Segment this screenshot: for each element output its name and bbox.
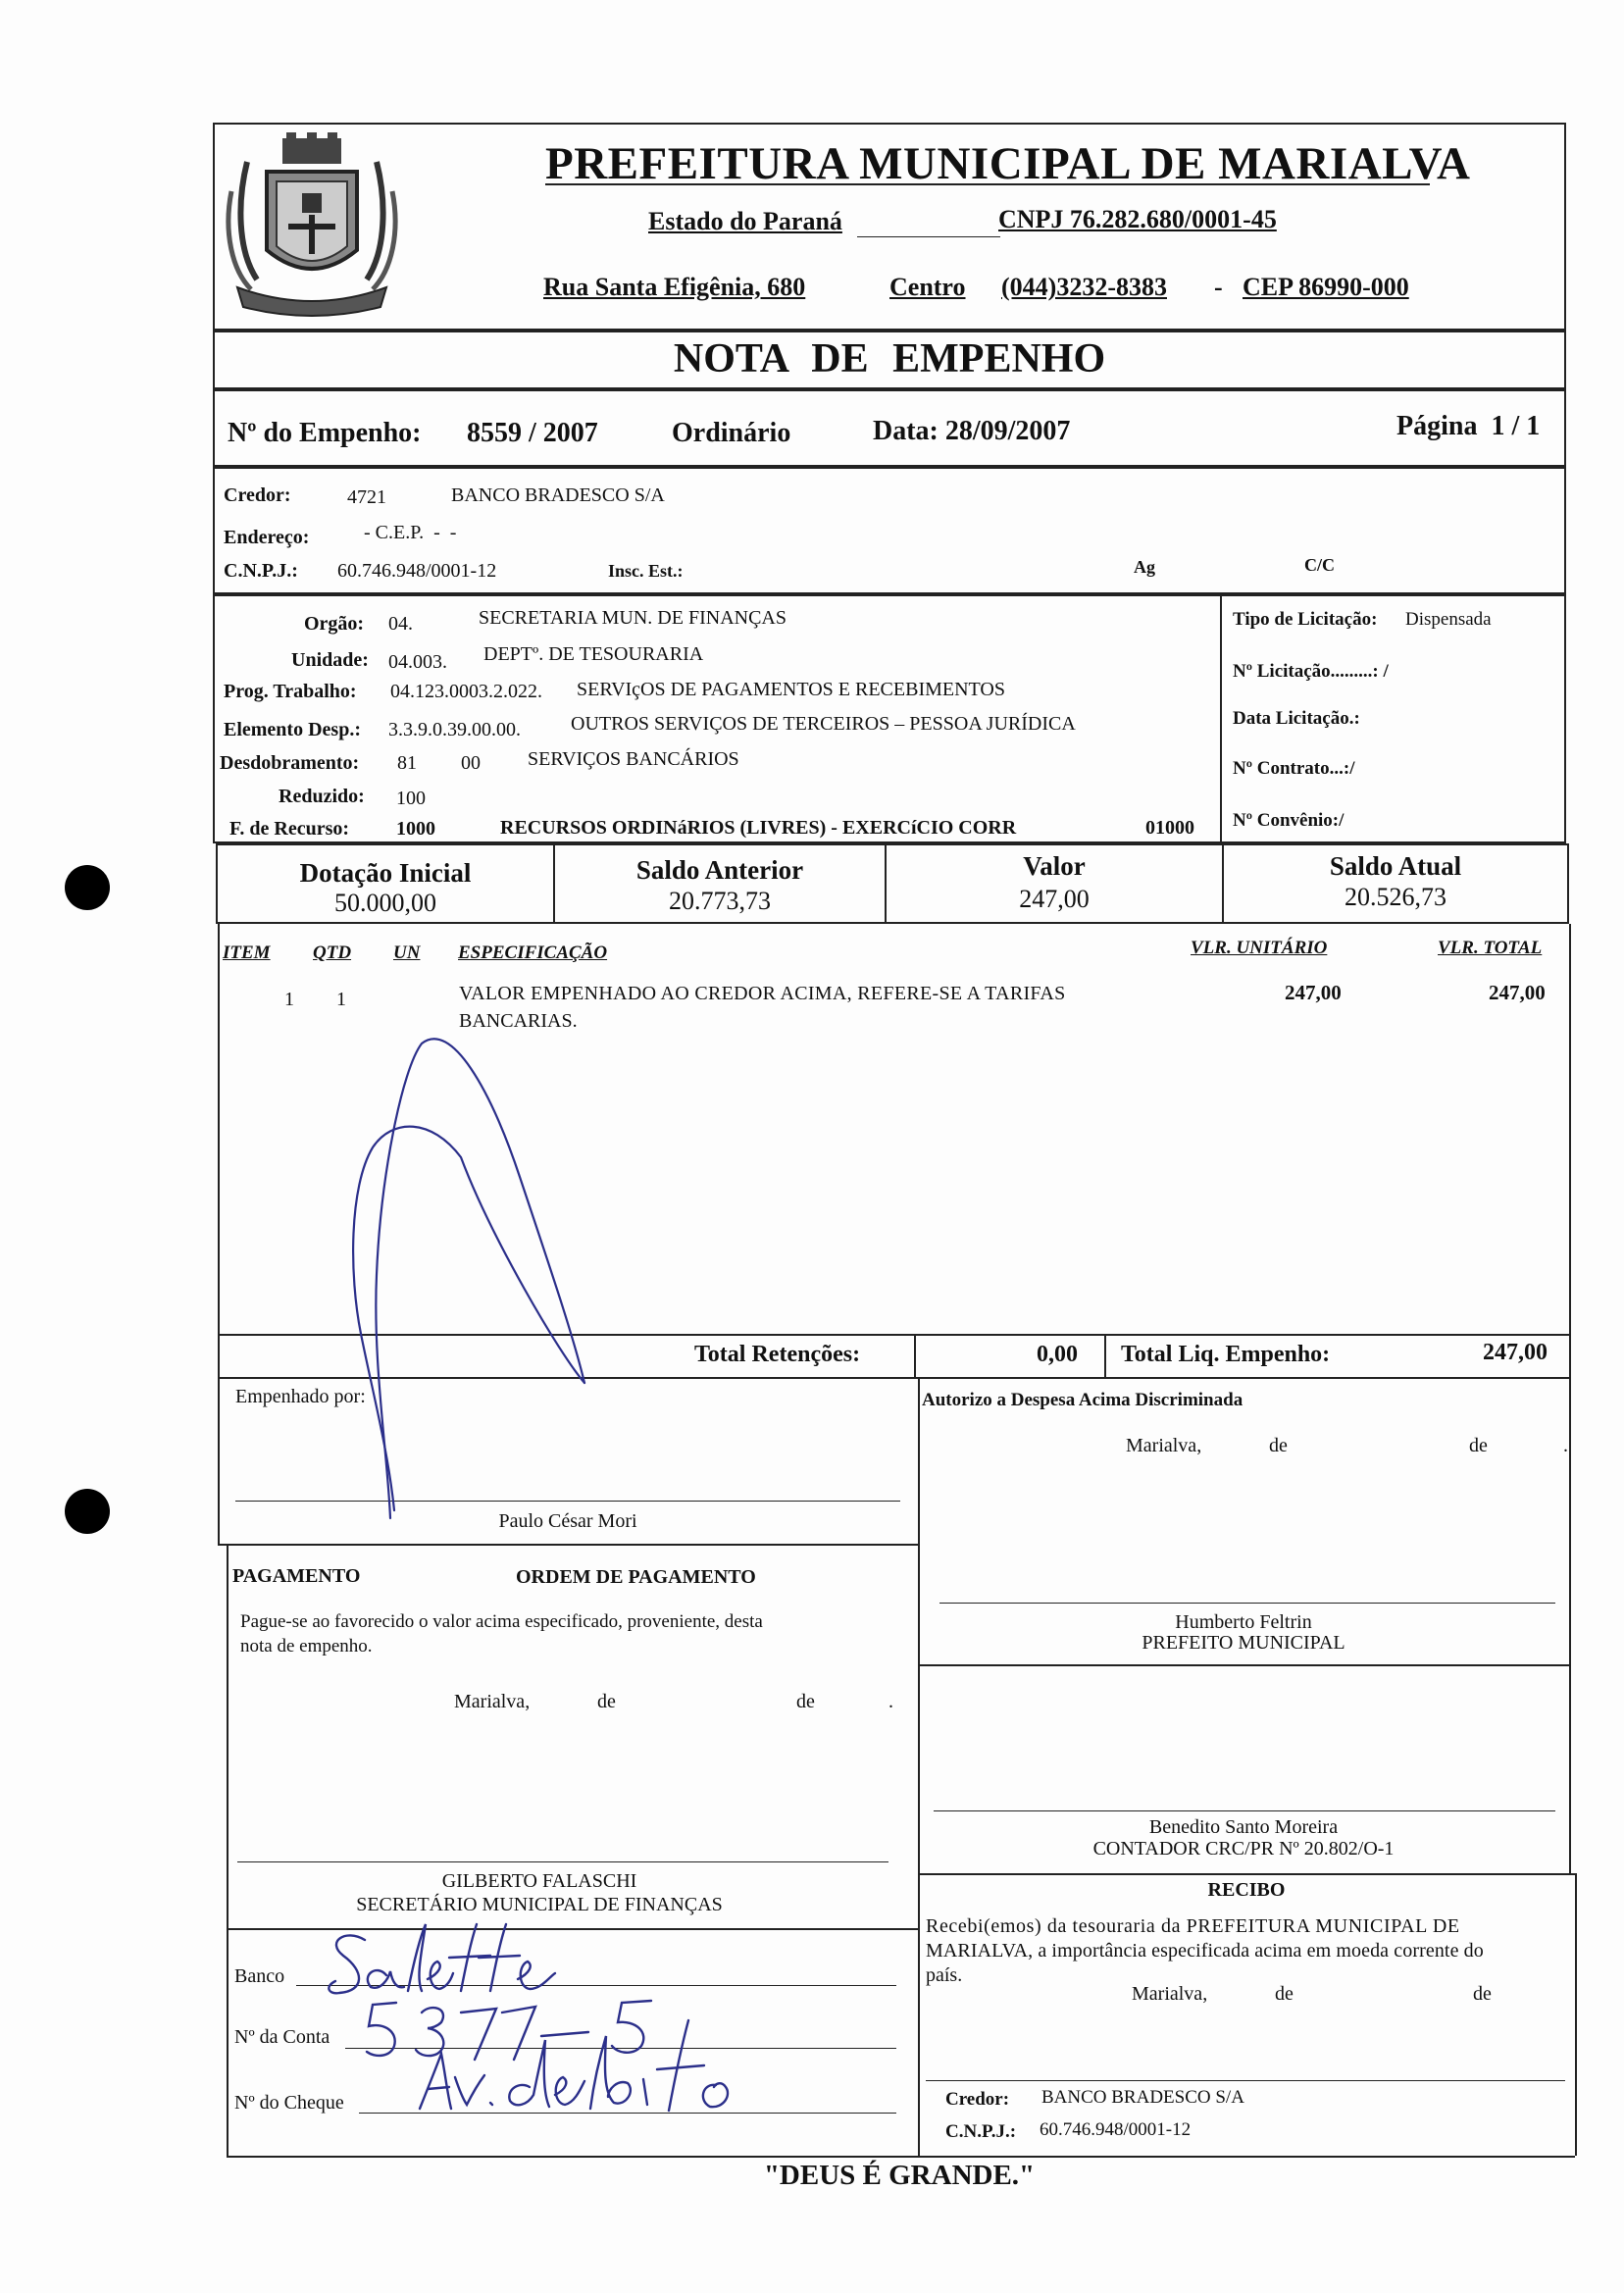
col-header-total-value: VLR. TOTAL [1438, 938, 1543, 958]
elemento-desp-code: 3.3.9.0.39.00.00. [388, 719, 521, 740]
unidade-name: DEPTº. DE TESOURARIA [483, 643, 704, 665]
item-number: 1 [284, 989, 294, 1010]
col-header-unit-value: VLR. UNITÁRIO [1191, 938, 1328, 958]
prefeito-name: Humberto Feltrin [1175, 1611, 1312, 1633]
reduzido-value: 100 [396, 788, 426, 809]
contador-name: Benedito Santo Moreira [1148, 1816, 1339, 1838]
recibo-city: Marialva, [1132, 1983, 1208, 2005]
endereco-value: - C.E.P. - - [364, 522, 457, 543]
fonte-recurso-code: 1000 [396, 818, 435, 840]
autorizo-de1: de [1269, 1435, 1288, 1456]
col-header-item: ITEM [223, 943, 271, 963]
cc-label: C/C [1304, 555, 1335, 575]
secretario-name: GILBERTO FALASCHI [441, 1870, 637, 1892]
dotacao-inicial-label: Dotação Inicial [299, 858, 472, 888]
desdobramento-code1: 81 [397, 752, 417, 774]
pagamento-label: PAGAMENTO [232, 1565, 361, 1587]
numero-convenio: Nº Convênio:/ [1233, 810, 1345, 831]
cheque-label: Nº do Cheque [234, 2092, 344, 2114]
col-header-un: UN [393, 943, 421, 963]
saldo-anterior-label: Saldo Anterior [635, 855, 804, 885]
item-qtd: 1 [336, 989, 346, 1010]
header-cnpj: CNPJ 76.282.680/0001-45 [998, 205, 1277, 233]
empenhado-por-signer: Paulo César Mori [498, 1510, 637, 1532]
orgao-name: SECRETARIA MUN. DE FINANÇAS [479, 607, 787, 629]
recibo-text-line2: MARIALVA, a importância especificada acima em moeda corrente do [926, 1940, 1484, 1962]
recibo-cnpj-value: 60.746.948/0001-12 [1040, 2119, 1192, 2140]
recibo-text-line3: país. [926, 1964, 963, 1986]
recibo-credor-value: BANCO BRADESCO S/A [1041, 2087, 1244, 2108]
prefeito-role: PREFEITO MUNICIPAL [1142, 1632, 1345, 1654]
pagamento-de2: de [796, 1691, 815, 1712]
recibo-credor-label: Credor: [945, 2089, 1010, 2110]
desdobramento-code2: 00 [461, 752, 481, 774]
header-district: Centro [889, 273, 966, 301]
autorizo-city: Marialva, [1126, 1435, 1202, 1456]
saldo-anterior-value: 20.773,73 [669, 887, 771, 915]
total-liquido-value: 247,00 [1483, 1340, 1548, 1365]
data-licitacao: Data Licitação.: [1233, 708, 1360, 729]
autorizo-de2: de [1469, 1435, 1488, 1456]
total-retencoes-value: 0,00 [1037, 1342, 1078, 1367]
valor-value: 247,00 [1019, 885, 1090, 913]
conta-label: Nº da Conta [234, 2026, 330, 2048]
pagamento-city: Marialva, [454, 1691, 531, 1712]
header-dash: - [1214, 273, 1223, 301]
total-retencoes-label: Total Retenções: [694, 1342, 861, 1367]
credor-name: BANCO BRADESCO S/A [451, 484, 665, 506]
credor-label: Credor: [224, 484, 291, 506]
prog-trabalho-code: 04.123.0003.2.022. [390, 681, 542, 702]
item-spec-line1: VALOR EMPENHADO AO CREDOR ACIMA, REFERE-SE A TARIFAS [459, 983, 1066, 1004]
pagamento-dot: . [888, 1691, 893, 1712]
ordem-pagamento-title: ORDEM DE PAGAMENTO [516, 1566, 756, 1588]
pagamento-de1: de [597, 1691, 616, 1712]
header-address: Rua Santa Efigênia, 680 [543, 273, 806, 301]
item-total-value: 247,00 [1489, 981, 1546, 1004]
reduzido-label: Reduzido: [279, 786, 365, 807]
municipality-title: PREFEITURA MUNICIPAL DE MARIALVA [545, 138, 1471, 189]
document-title: NOTA DE EMPENHO [673, 336, 1106, 382]
ag-label: Ag [1134, 557, 1155, 577]
page-number: Página 1 / 1 [1396, 411, 1541, 441]
recibo-title: RECIBO [1207, 1879, 1286, 1901]
fonte-recurso-name: RECURSOS ORDINáRIOS (LIVRES) - EXERCíCIO CORR [500, 817, 1017, 839]
item-spec-line2: BANCARIAS. [459, 1010, 578, 1032]
numero-licitacao: Nº Licitação.........: / [1233, 661, 1389, 682]
valor-label: Valor [1023, 851, 1086, 881]
desdobramento-name: SERVIÇOS BANCÁRIOS [528, 748, 739, 770]
orgao-code: 04. [388, 613, 413, 635]
item-unit-value: 247,00 [1285, 981, 1342, 1004]
tipo-licitacao-label: Tipo de Licitação: [1233, 609, 1378, 630]
empenhado-por-label: Empenhado por: [235, 1386, 366, 1407]
desdobramento-label: Desdobramento: [220, 752, 360, 774]
endereco-label: Endereço: [224, 527, 310, 548]
recibo-de2: de [1473, 1983, 1492, 2005]
prog-trabalho-name: SERVIçOS DE PAGAMENTOS E RECEBIMENTOS [577, 679, 1005, 700]
elemento-desp-name: OUTROS SERVIÇOS DE TERCEIROS – PESSOA JURÍDICA [571, 713, 1076, 735]
autorizo-title: Autorizo a Despesa Acima Discriminada [922, 1390, 1243, 1410]
orgao-label: Orgão: [304, 613, 365, 635]
secretario-role: SECRETÁRIO MUNICIPAL DE FINANÇAS [356, 1894, 723, 1915]
empenho-type: Ordinário [672, 418, 791, 448]
autorizo-dot: . [1563, 1435, 1568, 1456]
footer-motto: "DEUS É GRANDE." [763, 2160, 1036, 2191]
fonte-recurso-code2: 01000 [1145, 817, 1194, 839]
pagamento-text-line2: nota de empenho. [240, 1636, 373, 1656]
numero-contrato: Nº Contrato...:/ [1233, 758, 1355, 779]
unidade-label: Unidade: [291, 649, 369, 671]
credor-cnpj-label: C.N.P.J.: [224, 560, 298, 582]
recibo-cnpj-label: C.N.P.J.: [945, 2121, 1017, 2142]
total-liquido-label: Total Liq. Empenho: [1121, 1342, 1331, 1367]
pagamento-text-line1: Pague-se ao favorecido o valor acima especificado, proveniente, desta [240, 1611, 763, 1632]
saldo-atual-value: 20.526,73 [1345, 883, 1446, 911]
fonte-recurso-label: F. de Recurso: [229, 818, 350, 840]
empenho-date: Data: 28/09/2007 [873, 416, 1071, 446]
col-header-qtd: QTD [313, 943, 352, 963]
saldo-atual-label: Saldo Atual [1329, 851, 1462, 881]
empenho-number: 8559 / 2007 [467, 418, 598, 448]
col-header-spec: ESPECIFICAÇÃO [458, 943, 608, 963]
contador-role: CONTADOR CRC/PR Nº 20.802/O-1 [1092, 1838, 1395, 1860]
recibo-text-line1: Recebi(emos) da tesouraria da PREFEITURA MUNICIPAL DE [926, 1915, 1460, 1937]
insc-est-label: Insc. Est.: [608, 561, 684, 581]
elemento-desp-label: Elemento Desp.: [224, 719, 361, 740]
banco-label: Banco [234, 1965, 285, 1987]
prog-trabalho-label: Prog. Trabalho: [224, 681, 357, 702]
tipo-licitacao-value: Dispensada [1405, 609, 1492, 630]
credor-code: 4721 [347, 486, 386, 508]
dotacao-inicial-value: 50.000,00 [334, 889, 436, 917]
credor-cnpj-value: 60.746.948/0001-12 [337, 560, 497, 582]
recibo-de1: de [1275, 1983, 1294, 2005]
header-phone: (044)3232-8383 [1001, 273, 1167, 301]
empenho-number-label: Nº do Empenho: [228, 418, 422, 448]
unidade-code: 04.003. [388, 651, 447, 673]
state-name: Estado do Paraná [648, 207, 842, 235]
header-cep: CEP 86990-000 [1243, 273, 1409, 301]
